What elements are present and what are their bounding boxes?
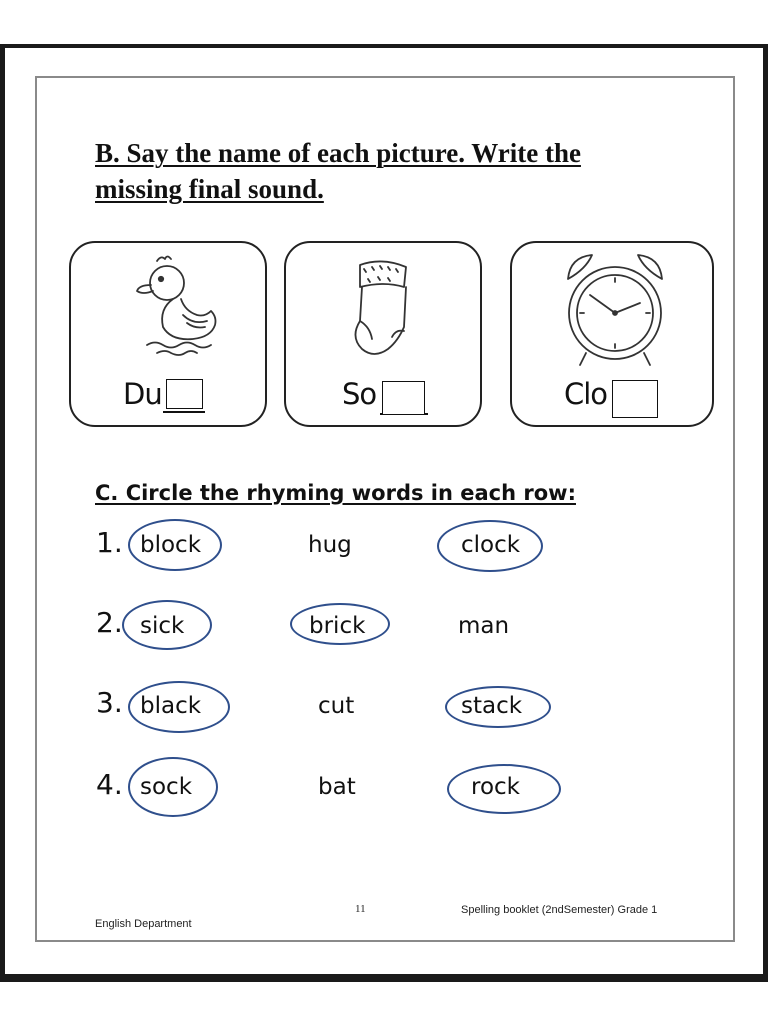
word-rock: rock xyxy=(471,774,520,800)
section-b-heading-line2: missing final sound. xyxy=(95,174,324,204)
row-number: 2. xyxy=(96,606,123,639)
answer-line xyxy=(163,411,205,413)
row-number: 4. xyxy=(96,768,123,801)
picture-card-clock xyxy=(510,241,714,427)
section-b-heading-line1: B. Say the name of each picture. Write the xyxy=(95,138,581,168)
row-number: 3. xyxy=(96,686,123,719)
page-number: 11 xyxy=(355,903,366,915)
answer-box-du[interactable] xyxy=(166,379,203,409)
word-man: man xyxy=(458,613,510,639)
sock-icon xyxy=(348,253,418,363)
card-word-du: Du xyxy=(123,377,162,411)
word-sock: sock xyxy=(140,774,193,800)
department-label: English Department xyxy=(95,918,192,930)
row-number: 1. xyxy=(96,526,123,559)
picture-card-sock xyxy=(284,241,482,427)
answer-box-clo[interactable] xyxy=(612,380,658,418)
answer-box-so[interactable] xyxy=(382,381,425,415)
word-bat: bat xyxy=(318,774,356,800)
alarm-clock-icon xyxy=(560,245,670,373)
word-hug: hug xyxy=(308,532,352,558)
word-cut: cut xyxy=(318,693,355,719)
booklet-title: Spelling booklet (2ndSemester) Grade 1 xyxy=(461,904,658,916)
word-stack: stack xyxy=(461,693,523,719)
word-black: black xyxy=(140,693,202,719)
duck-icon xyxy=(127,253,222,363)
section-b-heading xyxy=(95,135,715,207)
word-clock: clock xyxy=(461,532,521,558)
word-sick: sick xyxy=(140,613,185,639)
word-brick: brick xyxy=(309,613,366,639)
card-word-clo: Clo xyxy=(564,377,608,411)
picture-card-duck xyxy=(69,241,267,427)
card-word-so: So xyxy=(342,377,377,411)
word-block: block xyxy=(140,532,202,558)
section-c-heading: C. Circle the rhyming words in each row: xyxy=(95,481,576,505)
